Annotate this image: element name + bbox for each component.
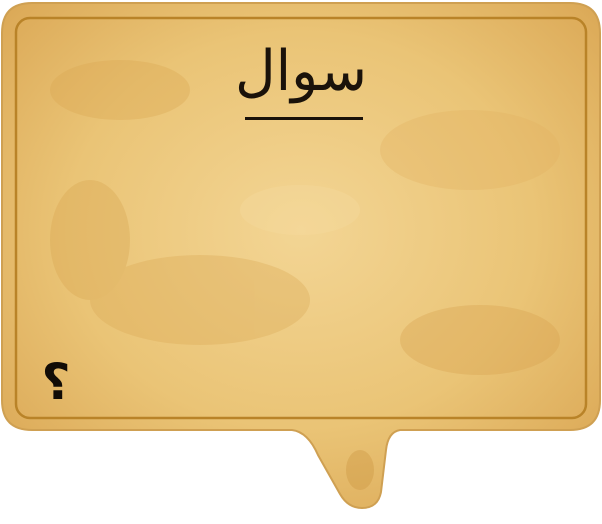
question-mark-icon: ؟ [41,353,71,411]
title: سوال [234,39,368,104]
title-underline [245,117,363,120]
